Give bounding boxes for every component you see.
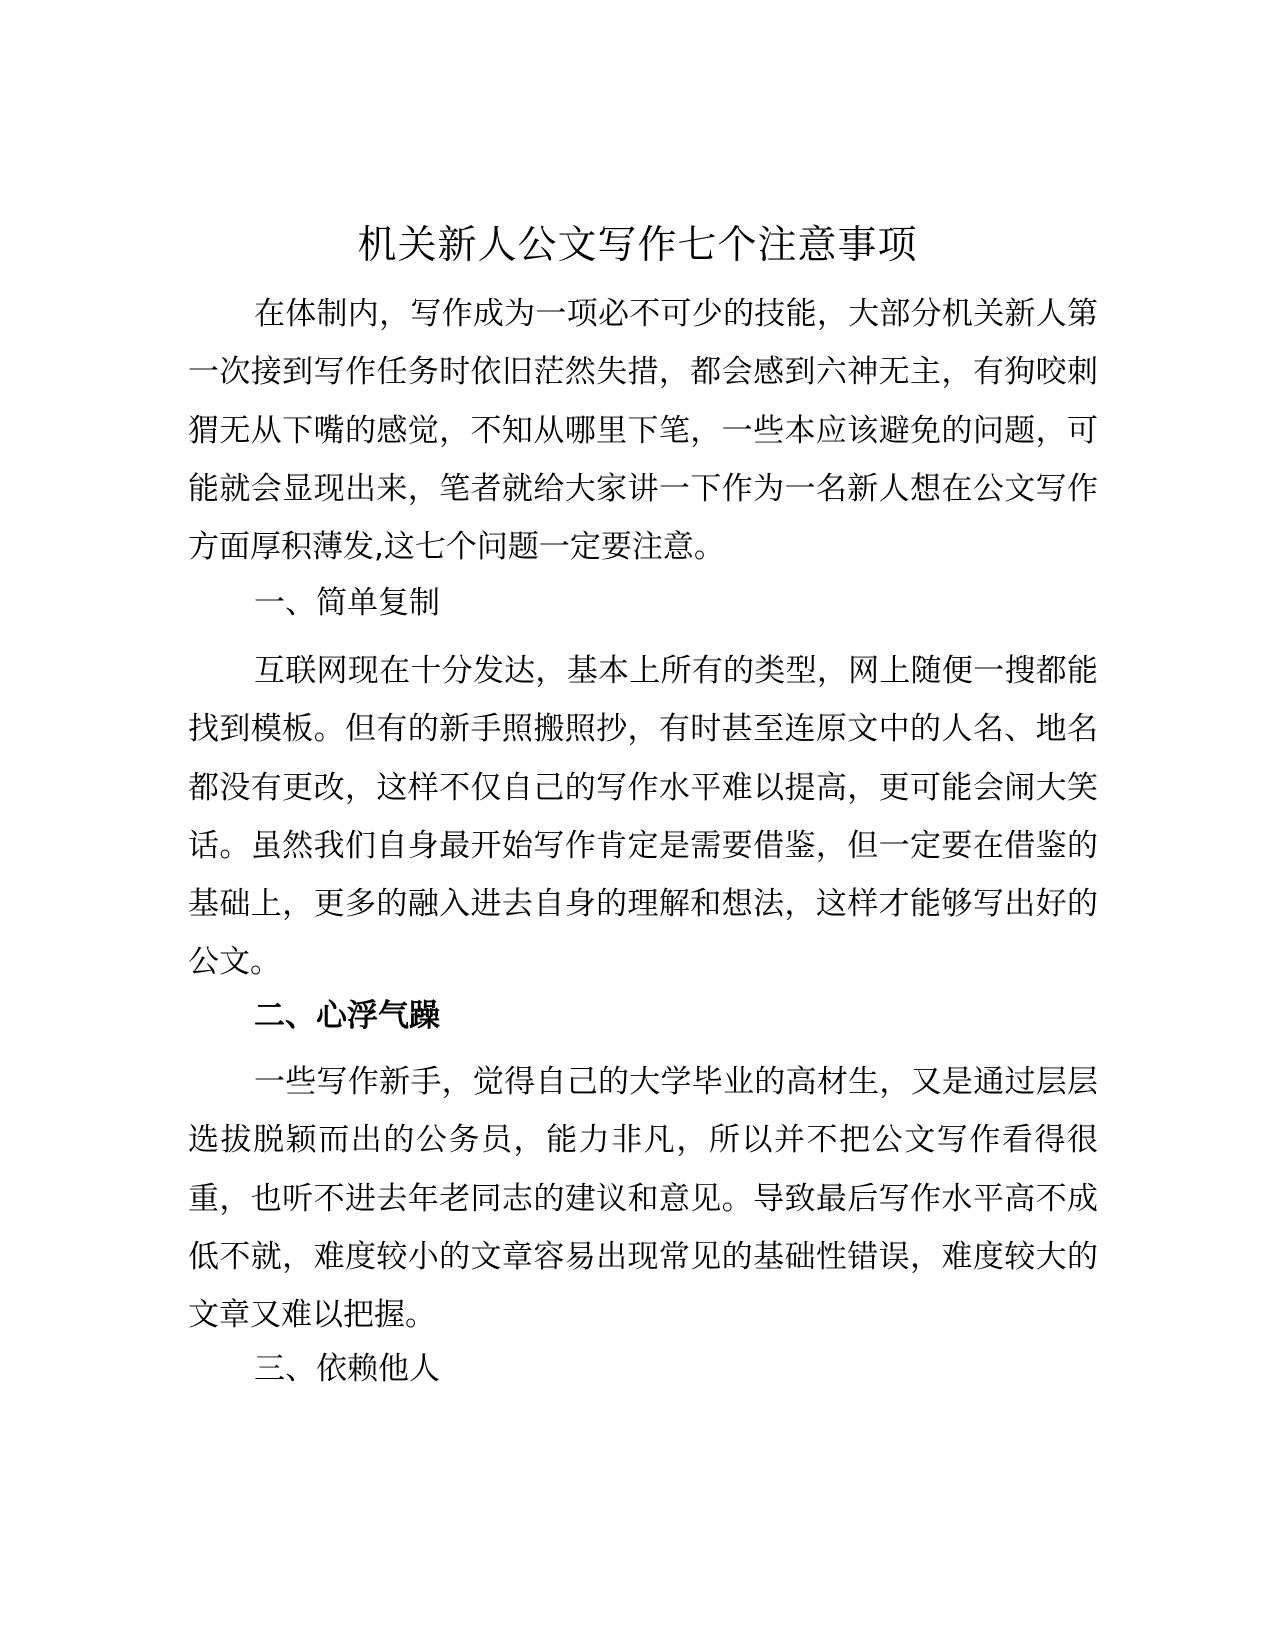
section-body-2: 一些写作新手，觉得自己的大学毕业的高材生，又是通过层层选拔脱颖而出的公务员，能力非凡，所以并不把公文写作看得很重，也听不进去年老同志的建议和意见。导致最后写作水平高不成低不就，难度较小的文章容易出现常见的基础性错误，难度较大的文章又难以把握。	[188, 1064, 1098, 1334]
section-heading-3: 三、依赖他人	[254, 1351, 440, 1387]
section-heading-2: 二、心浮气躁	[254, 998, 440, 1034]
intro-paragraph: 在体制内，写作成为一项必不可少的技能，大部分机关新人第一次接到写作任务时依旧茫然失措，都会感到六神无主，有狗咬刺猬无从下嘴的感觉，不知从哪里下笔，一些本应该避免的问题，可能就会显现出来，笔者就给大家讲一下作为一名新人想在公文写作方面厚积薄发,这七个问题一定要注意。	[188, 296, 1098, 566]
document-title: 机关新人公文写作七个注意事项	[357, 223, 918, 268]
section-heading-1: 一、简单复制	[254, 585, 440, 621]
section-body-1: 互联网现在十分发达，基本上所有的类型，网上随便一搜都能找到模板。但有的新手照搬照抄，有时甚至连原文中的人名、地名都没有更改，这样不仅自己的写作水平难以提高，更可能会闹大笑话。虽然我们自身最开始写作肯定是需要借鉴，但一定要在借鉴的基础上，更多的融入进去自身的理解和想法，这样才能够写出好的公文。	[188, 653, 1098, 981]
